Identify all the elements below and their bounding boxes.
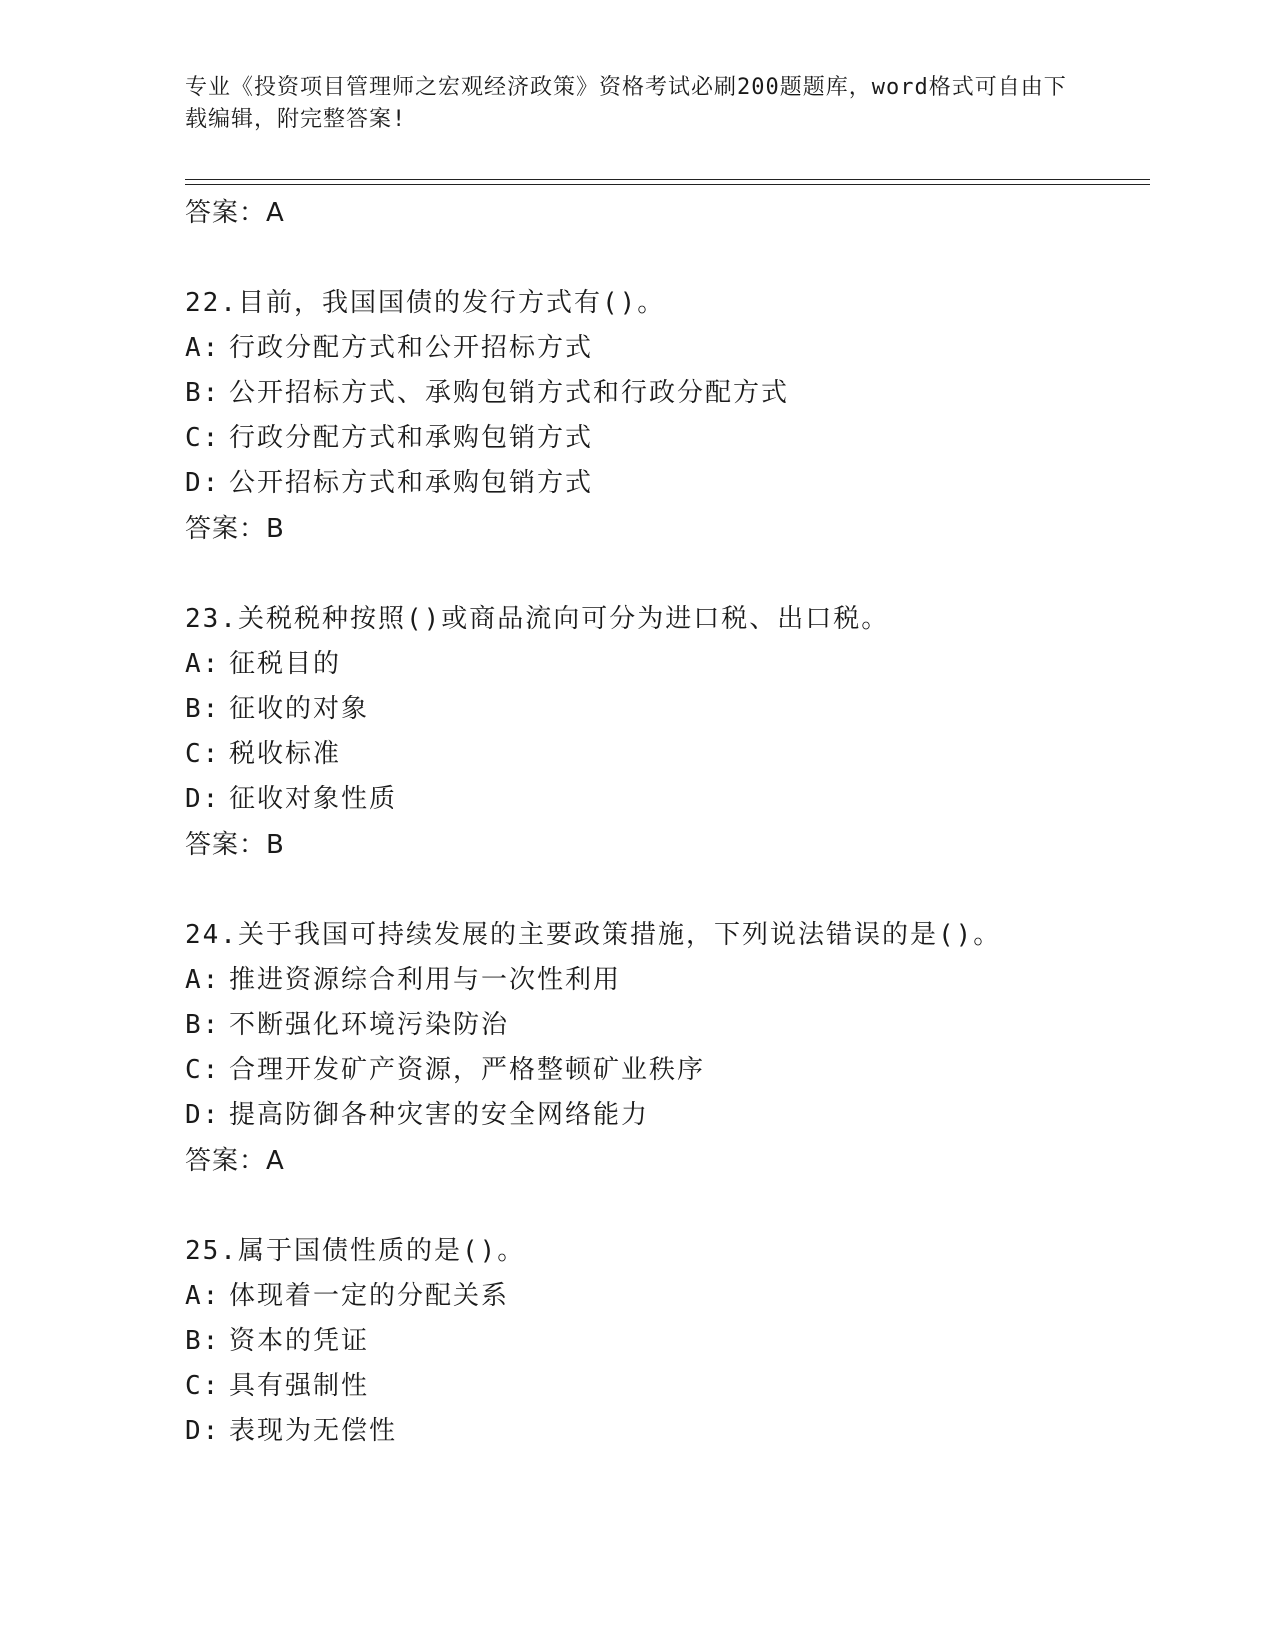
question-text: 24.关于我国可持续发展的主要政策措施，下列说法错误的是()。 <box>185 920 1002 950</box>
option-letter: C: <box>185 1055 221 1085</box>
option-letter: D: <box>185 1416 221 1446</box>
question-text: 22.目前，我国国债的发行方式有()。 <box>185 288 666 318</box>
option-text: 征收对象性质 <box>229 784 398 814</box>
option-text: 税收标准 <box>229 739 342 769</box>
header-intro: 专业《投资项目管理师之宏观经济政策》资格考试必刷200题题库，word格式可自由下载编辑，附完整答案! <box>185 75 1067 132</box>
option-a <box>185 1274 1145 1319</box>
option-text: 表现为无偿性 <box>229 1416 398 1446</box>
option-b <box>185 371 1145 416</box>
option-c <box>185 732 1145 777</box>
header-rule-top <box>185 179 1150 180</box>
option-letter: B: <box>185 694 221 724</box>
option-text: 公开招标方式和承购包销方式 <box>229 468 594 498</box>
option-letter: B: <box>185 378 221 408</box>
answer-line: 答案：A <box>185 1146 285 1176</box>
answer-line: 答案：B <box>185 830 285 860</box>
question-text: 23.关税税种按照()或商品流向可分为进口税、出口税。 <box>185 604 890 634</box>
option-letter: C: <box>185 739 221 769</box>
option-text: 行政分配方式和承购包销方式 <box>229 423 594 453</box>
option-text: 具有强制性 <box>229 1371 370 1401</box>
question-text: 25.属于国债性质的是()。 <box>185 1236 526 1266</box>
option-text: 资本的凭证 <box>229 1326 370 1356</box>
option-d <box>185 461 1145 506</box>
option-d <box>185 777 1145 822</box>
option-text: 不断强化环境污染防治 <box>229 1010 510 1040</box>
option-a <box>185 958 1145 1003</box>
question-list <box>185 190 1145 1454</box>
answer-line: 答案：A <box>185 198 285 228</box>
option-letter: D: <box>185 468 221 498</box>
option-letter: A: <box>185 649 221 679</box>
option-text: 提高防御各种灾害的安全网络能力 <box>229 1100 650 1130</box>
document-header <box>185 72 1085 136</box>
option-letter: D: <box>185 1100 221 1130</box>
option-b <box>185 687 1145 732</box>
header-rule-bottom <box>185 184 1150 185</box>
option-letter: A: <box>185 965 221 995</box>
option-d <box>185 1409 1145 1454</box>
option-text: 体现着一定的分配关系 <box>229 1281 510 1311</box>
option-c <box>185 1048 1145 1093</box>
option-letter: C: <box>185 423 221 453</box>
option-letter: A: <box>185 333 221 363</box>
option-c <box>185 416 1145 461</box>
option-letter: C: <box>185 1371 221 1401</box>
option-b <box>185 1319 1145 1364</box>
option-c <box>185 1364 1145 1409</box>
option-letter: B: <box>185 1010 221 1040</box>
option-text: 征收的对象 <box>229 694 370 724</box>
option-text: 行政分配方式和公开招标方式 <box>229 333 594 363</box>
option-text: 征税目的 <box>229 649 342 679</box>
option-letter: D: <box>185 784 221 814</box>
option-text: 推进资源综合利用与一次性利用 <box>229 965 622 995</box>
answer-line: 答案：B <box>185 514 285 544</box>
option-letter: B: <box>185 1326 221 1356</box>
option-d <box>185 1093 1145 1138</box>
option-text: 公开招标方式、承购包销方式和行政分配方式 <box>229 378 790 408</box>
option-letter: A: <box>185 1281 221 1311</box>
option-a <box>185 642 1145 687</box>
option-a <box>185 326 1145 371</box>
option-b <box>185 1003 1145 1048</box>
option-text: 合理开发矿产资源，严格整顿矿业秩序 <box>229 1055 706 1085</box>
